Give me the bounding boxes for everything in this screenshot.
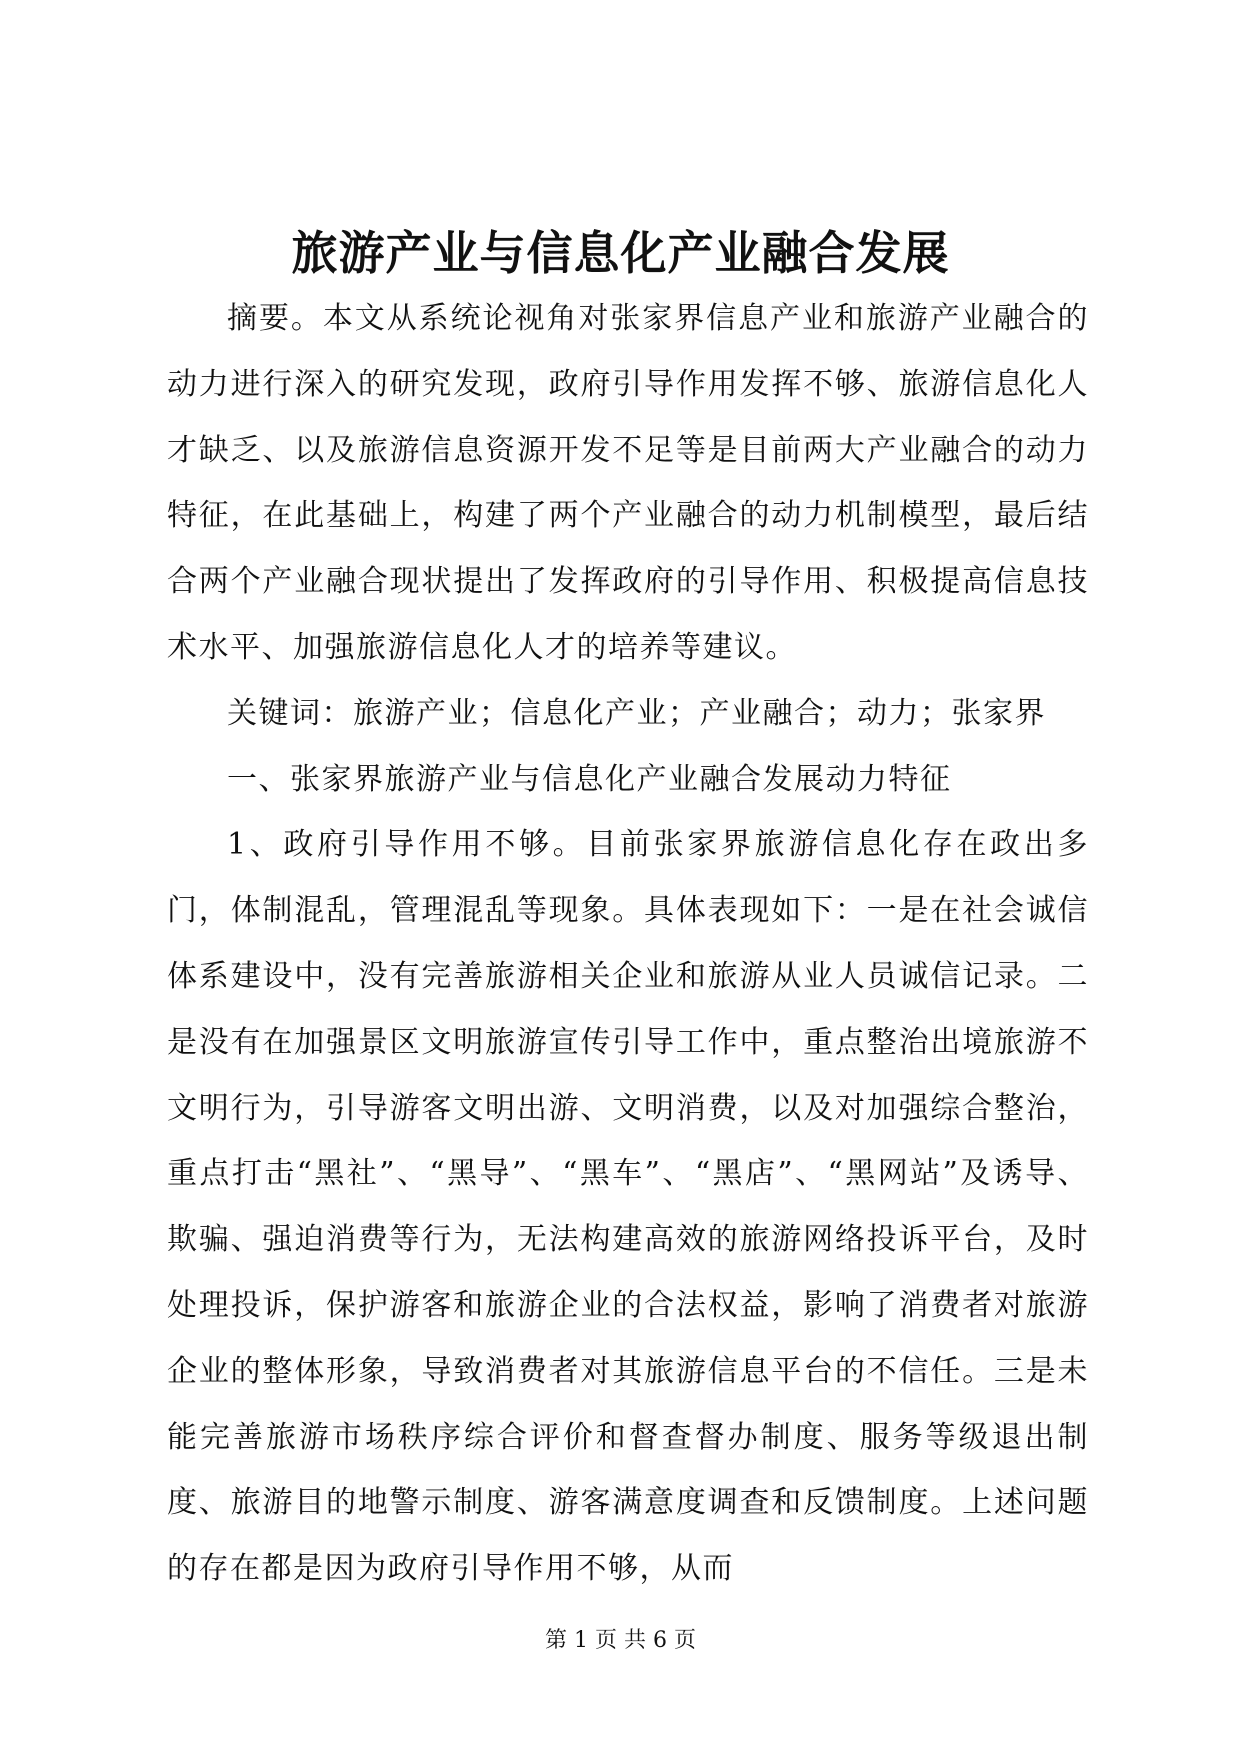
page-number-footer: 第 1 页 共 6 页: [545, 1628, 696, 1653]
document-title: 旅游产业与信息化产业融合发展: [291, 226, 950, 280]
document-body: [167, 286, 1089, 1602]
abstract-paragraph: 摘要。本文从系统论视角对张家界信息产业和旅游产业融合的动力进行深入的研究发现，政府引导作用发挥不够、旅游信息化人才缺乏、以及旅游信息资源开发不足等是目前两大产业融合的动力特征，在此基础上，构建了两个产业融合的动力机制模型，最后结合两个产业融合现状提出了发挥政府的引导作用、积极提高信息技术水平、加强旅游信息化人才的培养等建议。: [167, 301, 1089, 665]
section-heading: 一、张家界旅游产业与信息化产业融合发展动力特征: [227, 761, 952, 797]
body-paragraph: 1、政府引导作用不够。目前张家界旅游信息化存在政出多门，体制混乱，管理混乱等现象。具体表现如下：一是在社会诚信体系建设中，没有完善旅游相关企业和旅游从业人员诚信记录。二是没有在加强景区文明旅游宣传引导工作中，重点整治出境旅游不文明行为，引导游客文明出游、文明消费，以及对加强综合整治，重点打击“黑社”、“黑导”、“黑车”、“黑店”、“黑网站”及诱导、欺骗、强迫消费等行为，无法构建高效的旅游网络投诉平台，及时处理投诉，保护游客和旅游企业的合法权益，影响了消费者对旅游企业的整体形象，导致消费者对其旅游信息平台的不信任。三是未能完善旅游市场秩序综合评价和督查督办制度、服务等级退出制度、旅游目的地警示制度、游客满意度调查和反馈制度。上述问题的存在都是因为政府引导作用不够，从而: [167, 827, 1089, 1587]
keywords-paragraph: 关键词：旅游产业；信息化产业；产业融合；动力；张家界: [227, 695, 1046, 731]
